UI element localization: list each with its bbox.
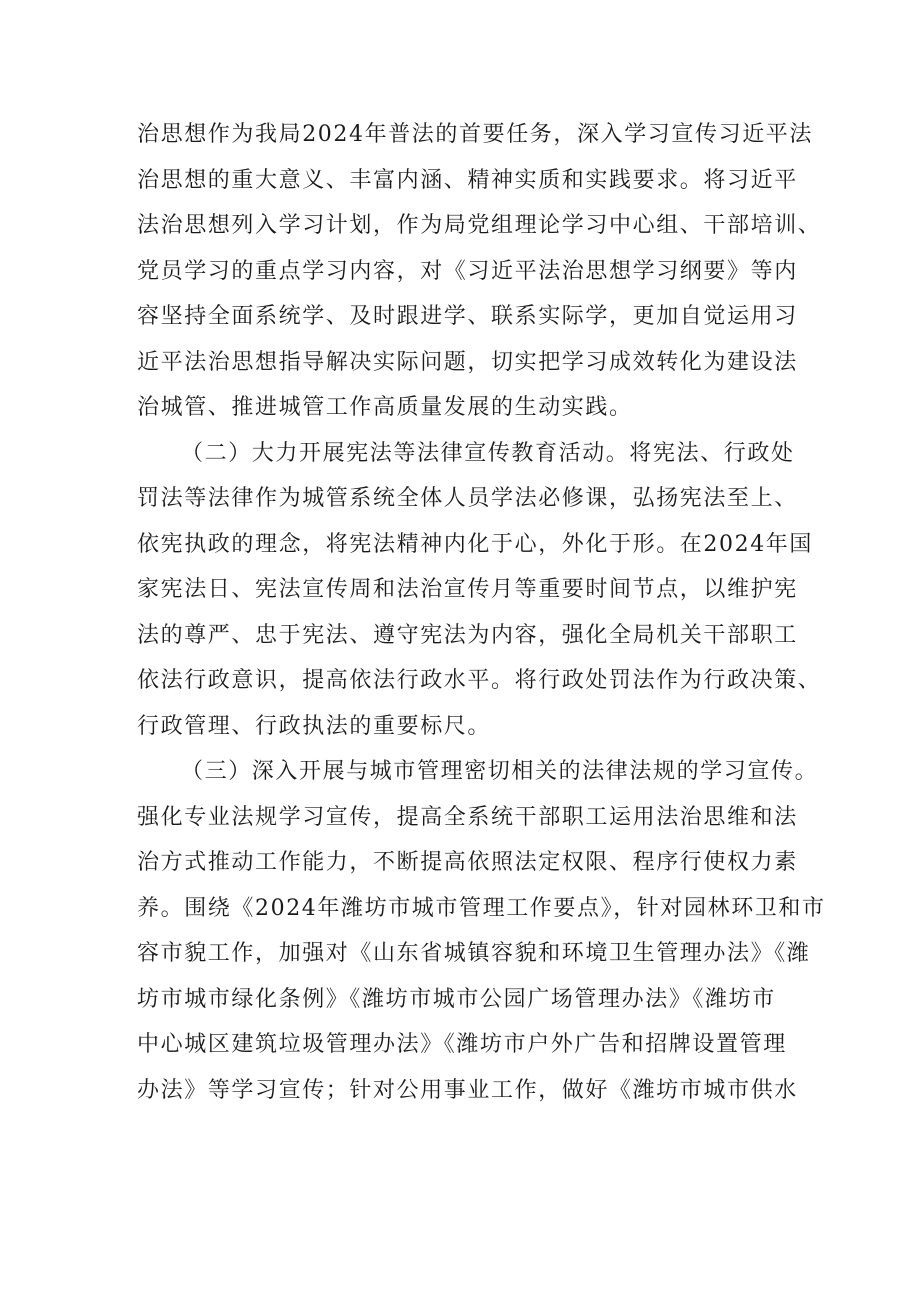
text-line: 治方式推动工作能力，不断提高依照法定权限、程序行使权力素 — [137, 850, 798, 875]
text-line: 行政管理、行政执法的重要标尺。 — [137, 713, 492, 739]
text-line: 中心城区建筑垃圾管理办法》《潍坊市户外广告和招牌设置管理 — [137, 1032, 787, 1057]
text-line: 罚法等法律作为城管系统全体人员学法必修课，弘扬宪法至上、 — [137, 486, 798, 511]
text-line: 容坚持全面系统学、及时跟进学、联系实际学，更加自觉运用习 — [137, 304, 798, 329]
text-line: 依宪执政的理念，将宪法精神内化于心，外化于形。在2024年国 — [137, 531, 813, 557]
text-line: 法的尊严、忠于宪法、遵守宪法为内容，强化全局机关干部职工 — [137, 622, 798, 648]
text-line: 治思想的重大意义、丰富内涵、精神实质和实践要求。将习近平 — [137, 167, 798, 193]
paragraph-start-line: （三）深入开展与城市管理密切相关的法律法规的学习宣传。 — [181, 759, 819, 784]
text-line: 家宪法日、宪法宣传周和法治宣传月等重要时间节点，以维护宪 — [137, 577, 798, 602]
text-line: 依法行政意识，提高依法行政水平。将行政处罚法作为行政决策、 — [137, 668, 822, 693]
text-line: 养。围绕《2024年潍坊市城市管理工作要点》，针对园林环卫和市 — [137, 895, 826, 921]
text-line: 党员学习的重点学习内容，对《习近平法治思想学习纲要》等内 — [137, 258, 798, 284]
text-line: 治城管、推进城管工作高质量发展的生动实践。 — [137, 395, 633, 420]
paragraph-start-line: （二）大力开展宪法等法律宣传教育活动。将宪法、行政处 — [181, 440, 795, 466]
body-text — [137, 112, 826, 1113]
text-line: 治思想作为我局2024年普法的首要任务，深入学习宣传习近平法 — [137, 122, 813, 147]
text-line: 坊市城市绿化条例》《潍坊市城市公园广场管理办法》《潍坊市 — [137, 986, 776, 1012]
text-line: 容市貌工作，加强对《山东省城镇容貌和环境卫生管理办法》《潍 — [137, 941, 811, 966]
text-line: 办法》等学习宣传；针对公用事业工作，做好《潍坊市城市供水 — [137, 1077, 798, 1103]
text-line: 近平法治思想指导解决实际问题，切实把学习成效转化为建设法 — [137, 349, 798, 375]
text-line: 强化专业法规学习宣传，提高全系统干部职工运用法治思维和法 — [137, 804, 798, 830]
text-line: 法治思想列入学习计划，作为局党组理论学习中心组、干部培训、 — [137, 213, 822, 238]
